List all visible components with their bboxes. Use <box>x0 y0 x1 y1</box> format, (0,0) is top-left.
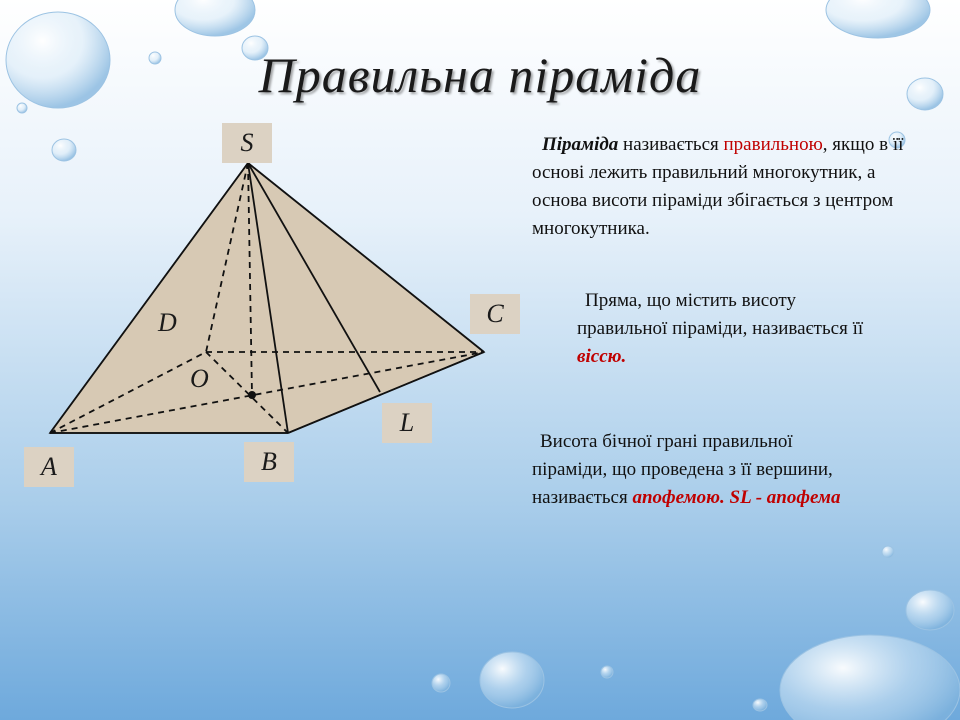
apothem-term: апофемою. <box>632 487 725 508</box>
definition-paragraph <box>532 131 912 243</box>
label-O: O <box>190 364 209 393</box>
label-L: L <box>382 403 432 443</box>
slide-title: Правильна піраміда <box>258 47 702 103</box>
axis-text: Пряма, що містить висоту правильної піраміди, називається її <box>577 290 864 339</box>
center-point-O <box>248 391 256 399</box>
label-S: S <box>222 123 272 163</box>
apothem-note: SL - апофема <box>724 487 841 508</box>
label-B: B <box>244 442 294 482</box>
definition-text-1: називається <box>618 134 724 155</box>
apothem-text: Висота бічної грані правильної піраміди, що проведена з її вершини, називається <box>532 431 833 508</box>
definition-term: Піраміда <box>542 134 619 155</box>
label-C: C <box>470 294 520 334</box>
label-A: A <box>24 447 74 487</box>
label-D: D <box>158 308 177 337</box>
definition-highlight: правильною <box>723 134 823 155</box>
axis-highlight: віссю. <box>577 346 627 367</box>
axis-paragraph <box>577 287 867 371</box>
definition-text-2: , якщо в її основі лежить правильний многокутник, а основа висоти піраміди збігається з центром многокутника. <box>532 134 904 239</box>
apothem-paragraph <box>532 428 852 512</box>
